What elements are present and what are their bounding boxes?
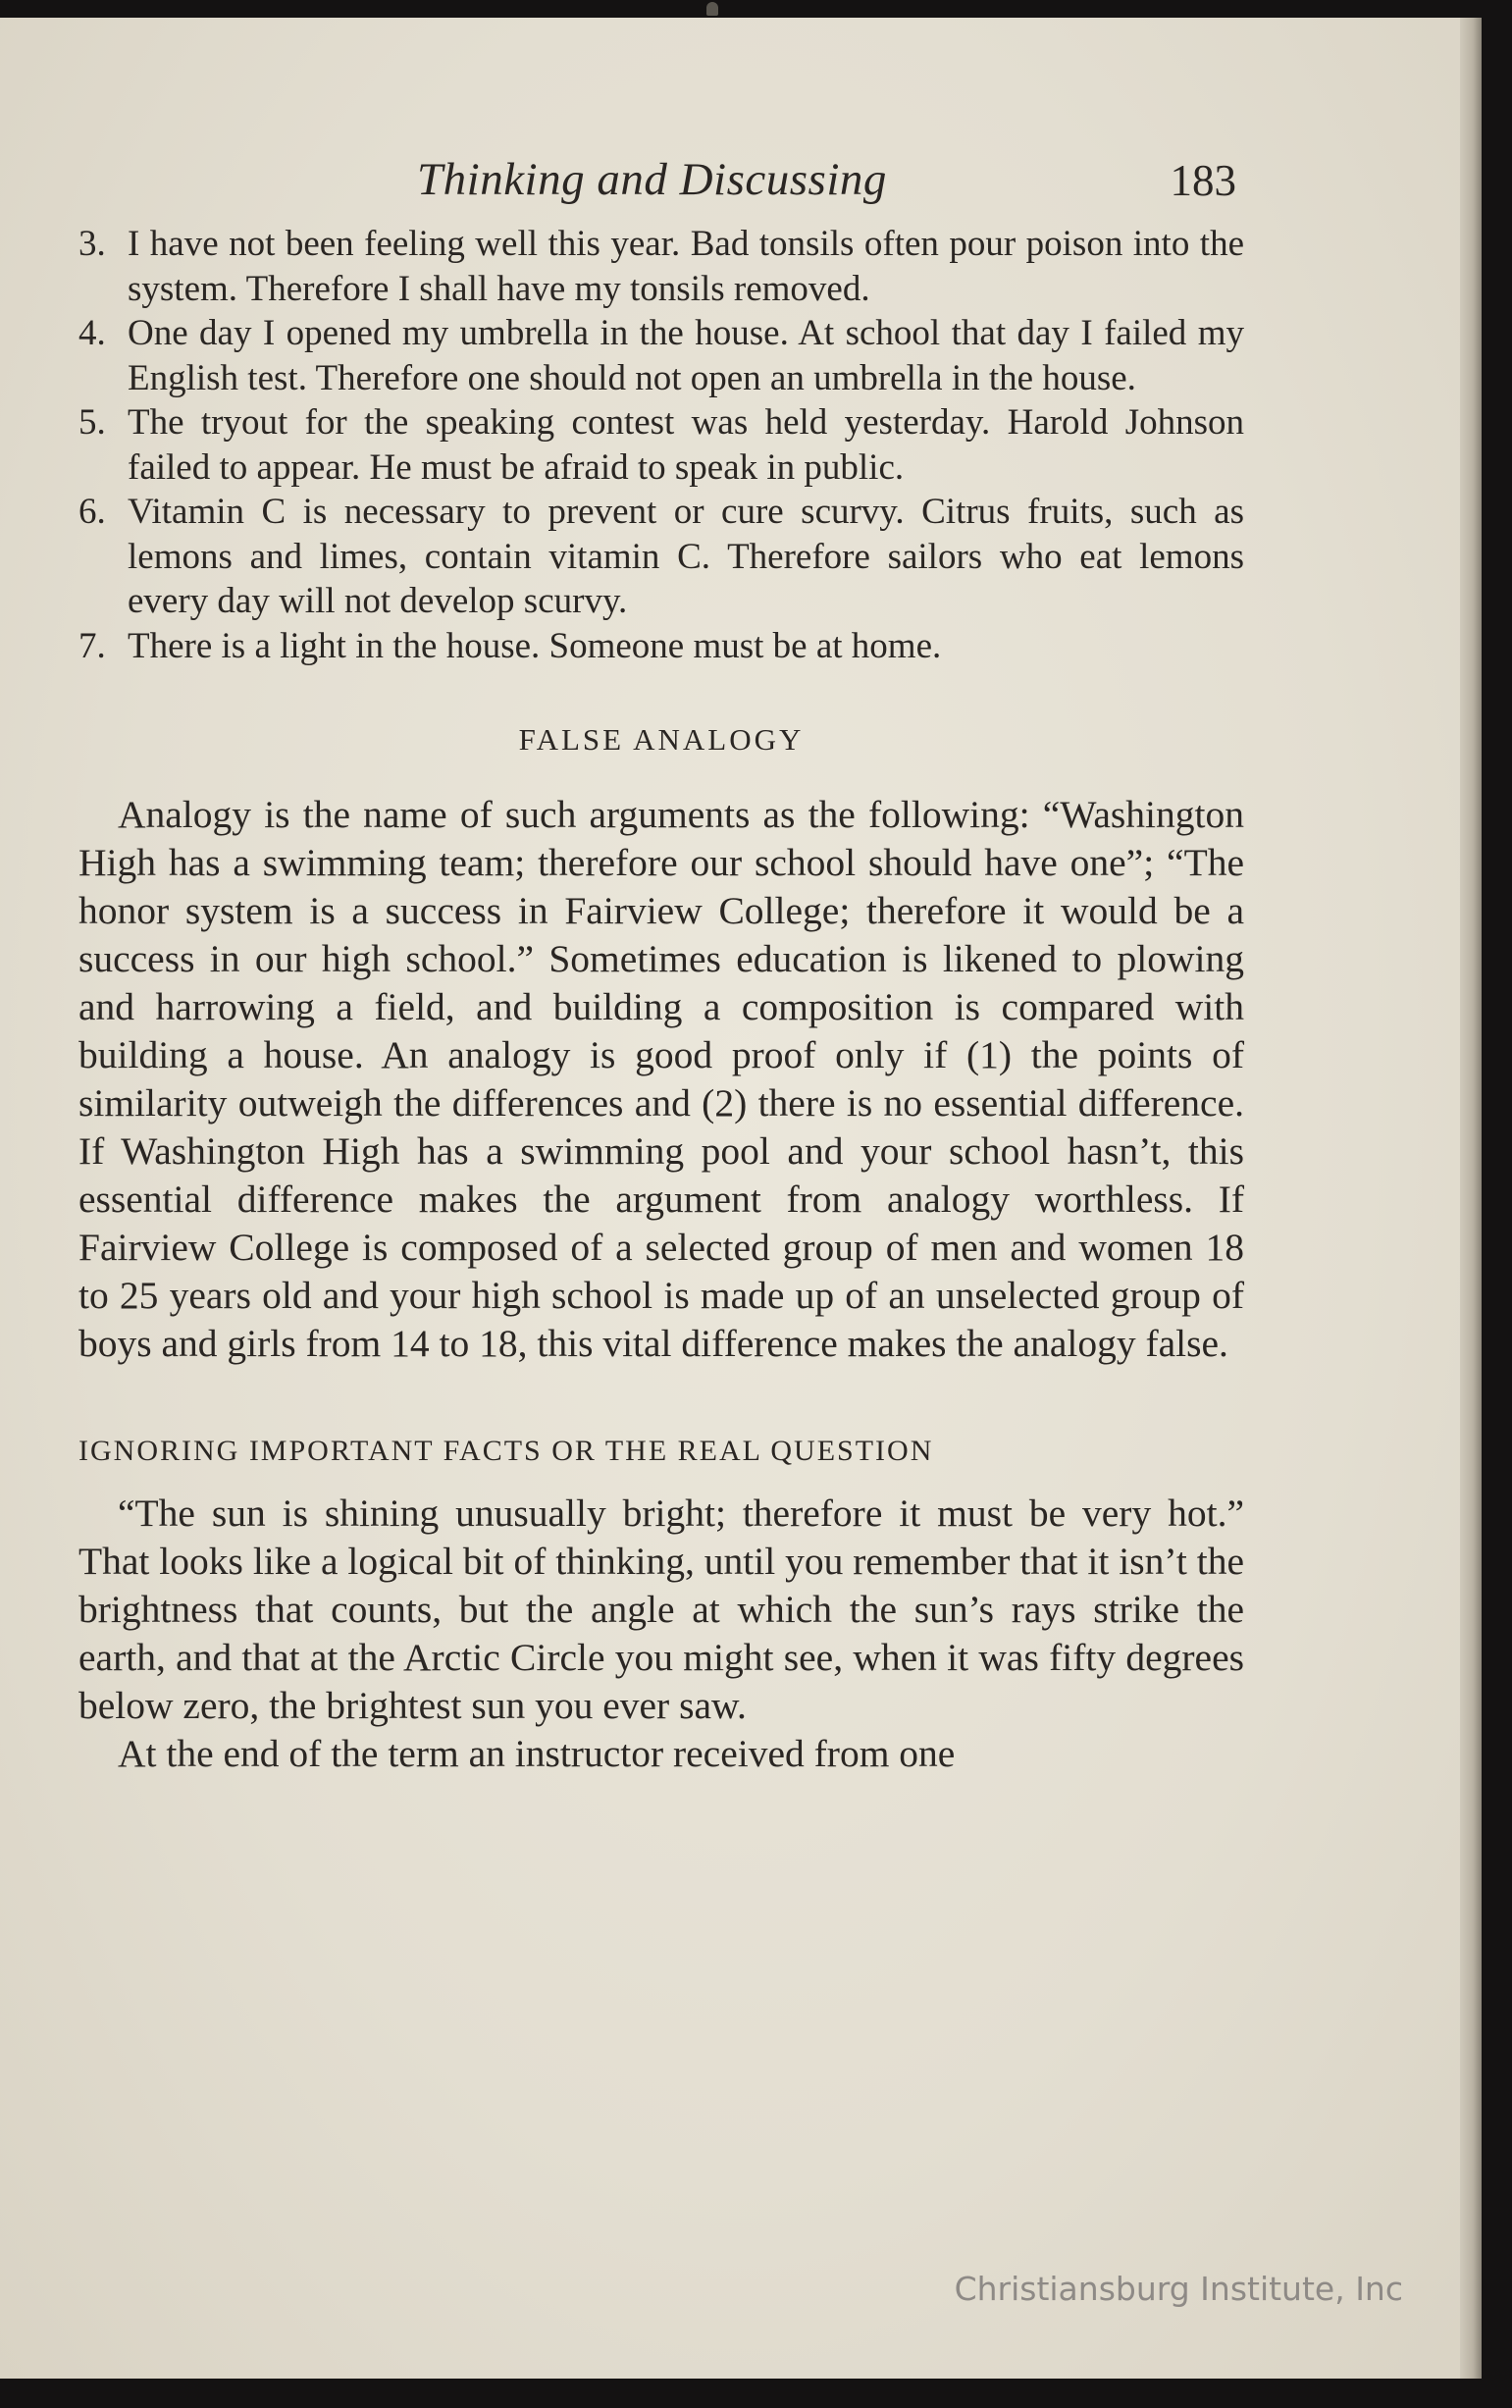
section-heading-false-analogy: FALSE ANALOGY xyxy=(518,722,805,757)
list-item xyxy=(78,624,1244,669)
running-head xyxy=(78,143,1244,222)
page-edge xyxy=(1460,18,1482,2379)
ignoring-facts-paragraph-1: “The sun is shining unusually bright; therefore it must be very hot.” That looks like a logical bit of thinking, until you remember that it isn’t the brightness that counts, but the angle at which the sun’s rays strike the earth, and that at the Arctic Circle you might see, when it was fifty degrees below zero, the brightest sun you ever saw. xyxy=(78,1492,1244,1727)
running-title: Thinking and Discussing xyxy=(417,154,887,205)
item-text: Vitamin C is necessary to prevent or cure scurvy. Citrus fruits, such as lemons and limes, contain vitamin C. Therefore sailors who eat lemons every day will not develop scurvy. xyxy=(128,492,1244,621)
item-text: One day I opened my umbrella in the house. At school that day I failed my English test. Therefore one should not open an umbrella in the house. xyxy=(128,313,1244,398)
page-number: 183 xyxy=(1170,156,1236,205)
binding-mark xyxy=(706,2,718,16)
item-number: 6. xyxy=(78,492,106,532)
item-number: 7. xyxy=(78,625,106,666)
item-number: 4. xyxy=(78,313,106,353)
item-number: 5. xyxy=(78,402,106,443)
false-analogy-paragraph: Analogy is the name of such arguments as the following: “Washington High has a swimming team; therefore our school should have one”; “The honor system is a success in Fairview College; therefore it would be a success in our high school.” Sometimes education is likened to plowing and harrowing a field, and building a composition is compared with building a house. An analogy is good proof only if (1) the points of similarity outweigh the differences and (2) there is no essential difference. If Washington High has a swimming pool and your school hasn’t, this essential difference makes the argument from analogy worthless. If Fairview College is composed of a selected group of men and women 18 to 25 years old and your high school is made up of an unselected group of boys and girls from 14 to 18, this vital difference makes the analogy false. xyxy=(78,793,1244,1365)
page-content xyxy=(78,143,1244,1778)
item-text: The tryout for the speaking contest was held yesterday. Harold Johnson failed to appear. He must be afraid to speak in public. xyxy=(128,402,1244,488)
list-item xyxy=(78,400,1244,490)
list-item xyxy=(78,311,1244,400)
item-text: I have not been feeling well this year. Bad tonsils often pour poison into the system. Therefore I shall have my tonsils removed. xyxy=(128,224,1244,309)
item-text: There is a light in the house. Someone must be at home. xyxy=(128,625,942,666)
book-page xyxy=(0,18,1482,2379)
list-item xyxy=(78,222,1244,311)
numbered-examples-list xyxy=(78,222,1244,668)
list-item xyxy=(78,490,1244,624)
item-number: 3. xyxy=(78,224,106,264)
section-heading-ignoring-facts: IGNORING IMPORTANT FACTS OR THE REAL QUESTION xyxy=(78,1435,934,1467)
watermark: Christiansburg Institute, Inc xyxy=(954,2270,1403,2308)
ignoring-facts-paragraph-2: At the end of the term an instructor received from one xyxy=(118,1732,956,1775)
